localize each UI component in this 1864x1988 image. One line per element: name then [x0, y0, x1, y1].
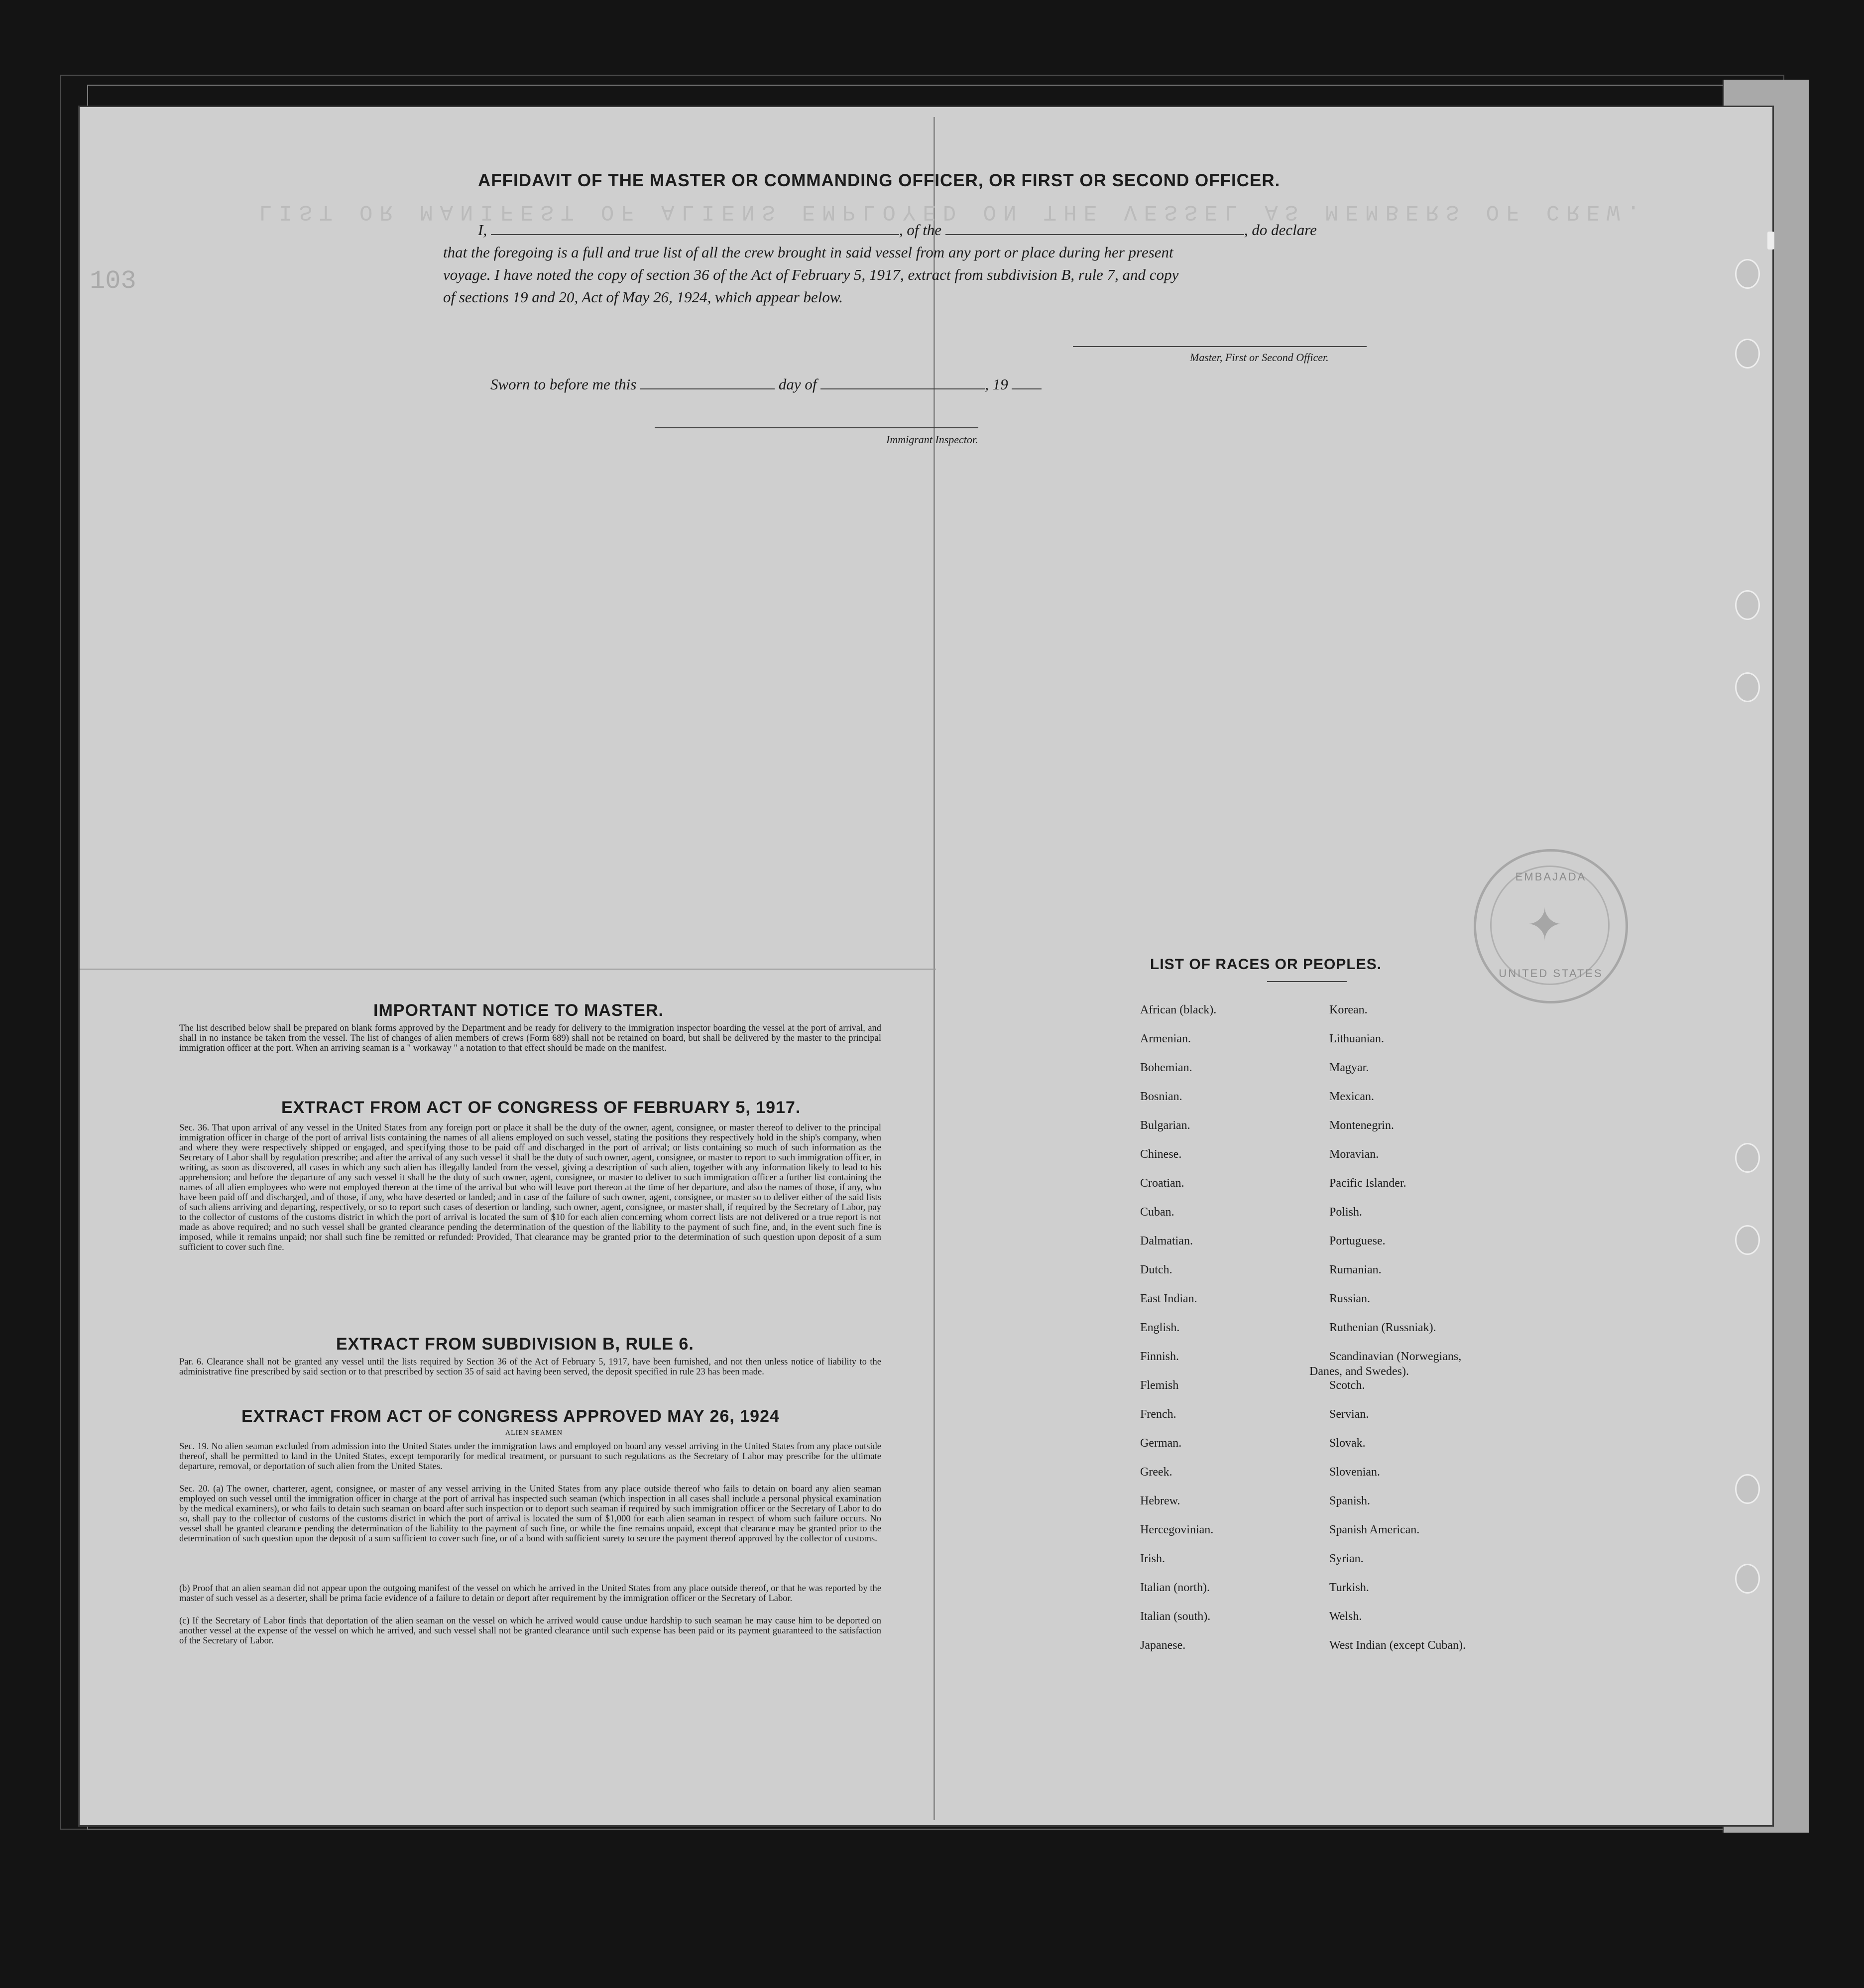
races-title-underline: [1267, 981, 1347, 982]
race-item: Pacific Islander.: [1329, 1177, 1406, 1190]
edge-notch: [1767, 232, 1774, 249]
vessel-blank[interactable]: [945, 234, 1244, 235]
eagle-icon: ✦: [1526, 901, 1564, 950]
race-right-extra: Danes, and Swedes).: [1309, 1365, 1409, 1378]
race-item: Turkish.: [1329, 1581, 1369, 1594]
binder-hole-4: [1735, 672, 1760, 702]
race-item: German.: [1140, 1437, 1182, 1450]
affidavit-line-4: of sections 19 and 20, Act of May 26, 1924, which appear below.: [443, 288, 843, 306]
race-item: Japanese.: [1140, 1639, 1186, 1652]
race-item: Dutch.: [1140, 1263, 1172, 1276]
race-item: Portuguese.: [1329, 1235, 1386, 1247]
race-item: Polish.: [1329, 1206, 1363, 1219]
stamp-top-text: EMBAJADA: [1515, 870, 1587, 883]
bleed-through-number: 103: [90, 266, 136, 296]
races-title: LIST OF RACES OR PEOPLES.: [1150, 956, 1382, 973]
race-item: Hercegovinian.: [1140, 1523, 1214, 1536]
document-page: [80, 107, 1772, 1825]
race-item: Scotch.: [1329, 1379, 1365, 1392]
sworn-day-blank[interactable]: [640, 388, 775, 389]
race-item: Italian (north).: [1140, 1581, 1210, 1594]
race-item: Finnish.: [1140, 1350, 1179, 1363]
race-item: French.: [1140, 1408, 1176, 1421]
binder-hole-5: [1735, 1143, 1760, 1173]
race-item: Lithuanian.: [1329, 1032, 1384, 1045]
race-item: Bosnian.: [1140, 1090, 1182, 1103]
race-item: Slovenian.: [1329, 1466, 1380, 1479]
binder-hole-3: [1735, 590, 1760, 620]
race-item: Welsh.: [1329, 1610, 1362, 1623]
extract-1924-sec19: Sec. 19. No alien seaman excluded from admission into the United States under the immigration laws and employed on board any vessel arriving in the United States from any place outside thereof, shall be permitted to land in the United States, except temporarily for medical treatment, or pursuant to such regulations as the Secretary of Labor may prescribe for the ultimate departure, removal, or deportation of such alien from the United States.: [179, 1442, 881, 1472]
extract-1924-subtitle: ALIEN SEAMEN: [505, 1429, 563, 1437]
stamp-bottom-text: UNITED STATES: [1499, 967, 1603, 980]
race-item: Russian.: [1329, 1292, 1371, 1305]
day-of-label: day of: [778, 375, 817, 393]
race-item: Mexican.: [1329, 1090, 1374, 1103]
year-label: , 19: [985, 375, 1008, 393]
extract-1924-title: EXTRACT FROM ACT OF CONGRESS APPROVED MAY 26, 1924: [241, 1407, 780, 1426]
race-item: Spanish.: [1329, 1494, 1371, 1507]
notice-title: IMPORTANT NOTICE TO MASTER.: [373, 1001, 664, 1020]
extract-1917-title: EXTRACT FROM ACT OF CONGRESS OF FEBRUARY 5, 1917.: [281, 1098, 801, 1117]
bleed-through-text: LIST OR MANIFEST OF ALIENS EMPLOYED ON THE VESSEL AS MEMBERS OF CREW.: [259, 199, 1647, 224]
race-item: East Indian.: [1140, 1292, 1197, 1305]
race-item: Scandinavian (Norwegians,: [1329, 1350, 1462, 1363]
race-item: Montenegrin.: [1329, 1119, 1394, 1132]
sworn-label: Sworn to before me this: [490, 375, 637, 393]
race-item: Armenian.: [1140, 1032, 1191, 1045]
race-item: Croatian.: [1140, 1177, 1184, 1190]
notice-text: The list described below shall be prepared on blank forms approved by the Department and be ready for delivery to the immigration inspector boarding the vessel at the port of arrival, and shall in no instance be taken from the vessel. The list of changes of alien members of crews (Form 689) shall not be retained on board, but shall be delivered by the master to the principal immigration officer at the port. When an arriving seaman is a " workaway " a notation to that effect should be made on the manifest.: [179, 1023, 881, 1053]
notice-panel-border: [80, 969, 936, 970]
affidavit-line-1: [478, 219, 1317, 241]
race-item: Syrian.: [1329, 1552, 1364, 1565]
i-label: I,: [478, 221, 487, 239]
extract-rule6-text: Par. 6. Clearance shall not be granted any vessel until the lists required by Section 36 of the Act of February 5, 1917, have been furnished, and not then unless notice of liability to the administrative fine prescribed by said section or to that prescribed by section 35 of said act having been served, the deposit specified in rule 23 has been made.: [179, 1357, 881, 1377]
race-item: Ruthenian (Russniak).: [1329, 1321, 1436, 1334]
race-item: Magyar.: [1329, 1061, 1369, 1074]
race-item: Bulgarian.: [1140, 1119, 1190, 1132]
race-item: Cuban.: [1140, 1206, 1174, 1219]
extract-1924-sec20b: (b) Proof that an alien seaman did not appear upon the outgoing manifest of the vessel on which he arrived in the United States from any place outside thereof, or that he was reported by the master of such vessel as a deserter, shall be prima facie evidence of a failure to detain or deport after requirement by the immigration officer or the Secretary of Labor.: [179, 1584, 881, 1604]
binder-hole-8: [1735, 1564, 1760, 1594]
race-item: African (black).: [1140, 1003, 1217, 1016]
binder-hole-1: [1735, 259, 1760, 289]
of-the-label: , of the: [899, 221, 942, 239]
race-item: Bohemian.: [1140, 1061, 1192, 1074]
race-item: Flemish: [1140, 1379, 1179, 1392]
binder-hole-6: [1735, 1225, 1760, 1255]
race-item: Servian.: [1329, 1408, 1369, 1421]
master-label: Master, First or Second Officer.: [1190, 351, 1329, 364]
race-item: Spanish American.: [1329, 1523, 1420, 1536]
race-item: Chinese.: [1140, 1148, 1182, 1161]
official-seal-stamp: [1474, 849, 1628, 1003]
binder-hole-2: [1735, 339, 1760, 369]
name-blank[interactable]: [491, 234, 899, 235]
extract-1917-text: Sec. 36. That upon arrival of any vessel in the United States from any foreign port or place it shall be the duty of the owner, agent, consignee, or master thereof to deliver to the principal immigration officer in charge of the port of arrival lists containing the names of all aliens employed on such vessel, stating the positions they respectively hold in the ship's company, when and where they were respectively shipped or engaged, and specifying those to be paid off and discharged in the port of arrival; or lists containing so much of such information as the Secretary of Labor shall by regulation prescribe; and after the arrival of any such vessel it shall be the duty of such owner, agent, consignee, or master to report to such immigration officer, in writing, as soon as discovered, all cases in which any such alien has illegally landed from the vessel, giving a description of such alien, together with any information likely to lead to his apprehension; and before the departure of any such vessel it shall be the duty of such owner, agent, consignee, or master to deliver to such immigration officer a further list containing the names of all alien employees who were not employed thereon at the time of the arrival but who will leave port thereon at the time of her departure, and also the names of those, if any, who have been paid off and discharged, and of those, if any, who have deserted or landed; and in case of the failure of such owner, agent, consignee, or master so to deliver either of the said lists of such aliens arriving and departing, respectively, or so to report such cases of desertion or landing, such owner, agent, consignee, or master shall, if required by the Secretary of Labor, pay to the collector of customs of the customs district in which the port of arrival is located the sum of $10 for each alien concerning whom correct lists are not delivered or a true report is not made as above required; and no such vessel shall be granted clearance pending the determination of the question of the liability to the payment of such fine, and, in the event such fine is imposed, while it remains unpaid; nor shall such fine be remitted or refunded: Provided, That clearance may be granted prior to the determination of such question upon deposit of a sum sufficient to cover such fine.: [179, 1123, 881, 1252]
race-item: Moravian.: [1329, 1148, 1379, 1161]
sworn-year-blank[interactable]: [1012, 388, 1042, 389]
race-item: West Indian (except Cuban).: [1329, 1639, 1466, 1652]
extract-1924-sec20a: Sec. 20. (a) The owner, charterer, agent, consignee, or master of any vessel arriving in the United States from any place outside thereof who fails to detain on board any alien seaman employed on such vessel until the immigration officer in charge at the port of arrival has inspected such seaman (which inspection in all cases shall include a personal physical examination by the medical examiners), or who fails to detain such seaman on board after such inspection or to deport such seaman if required by such immigration officer or the Secretary of Labor to do so, shall pay to the collector of customs of the customs district in which the port of arrival is located the sum of $1,000 for each alien seaman in respect of whom such failure occurs. No vessel shall be granted clearance pending the determination of the liability to the payment of such fine, or while the fine remains unpaid, except that clearance may be granted prior to the determination of such question upon the deposit of a sum sufficient to cover such fine, or of a bond with sufficient surety to secure the payment thereof approved by the collector of customs.: [179, 1484, 881, 1544]
affidavit-line-2: that the foregoing is a full and true list of all the crew brought in said vessel from any port or place during her present: [443, 244, 1173, 261]
race-item: Rumanian.: [1329, 1263, 1382, 1276]
affidavit-line-3: voyage. I have noted the copy of section 36 of the Act of February 5, 1917, extract from subdivision B, rule 7, and copy: [443, 266, 1179, 283]
race-item: English.: [1140, 1321, 1180, 1334]
race-item: Greek.: [1140, 1466, 1172, 1479]
race-item: Korean.: [1329, 1003, 1368, 1016]
affidavit-title: AFFIDAVIT OF THE MASTER OR COMMANDING OFFICER, OR FIRST OR SECOND OFFICER.: [478, 171, 1281, 190]
extract-1924-sec20c: (c) If the Secretary of Labor finds that deportation of the alien seaman on the vessel on which he arrived would cause undue hardship to such seaman he may cause him to be deported on another vessel at the expense of the vessel on which he arrived, and such vessel shall not be granted clearance until such expense has been paid or its payment guaranteed to the satisfaction of the Secretary of Labor.: [179, 1616, 881, 1646]
race-item: Dalmatian.: [1140, 1235, 1193, 1247]
extract-rule6-title: EXTRACT FROM SUBDIVISION B, RULE 6.: [336, 1335, 694, 1354]
sworn-line: [490, 373, 1042, 395]
sworn-month-blank[interactable]: [820, 388, 985, 389]
master-signature-line[interactable]: [1073, 346, 1367, 347]
race-item: Slovak.: [1329, 1437, 1366, 1450]
race-item: Italian (south).: [1140, 1610, 1211, 1623]
race-item: Irish.: [1140, 1552, 1165, 1565]
race-item: Hebrew.: [1140, 1494, 1180, 1507]
inspector-label: Immigrant Inspector.: [886, 433, 978, 446]
binder-hole-7: [1735, 1474, 1760, 1504]
inspector-signature-line[interactable]: [655, 427, 978, 428]
declare-label: , do declare: [1244, 221, 1317, 239]
